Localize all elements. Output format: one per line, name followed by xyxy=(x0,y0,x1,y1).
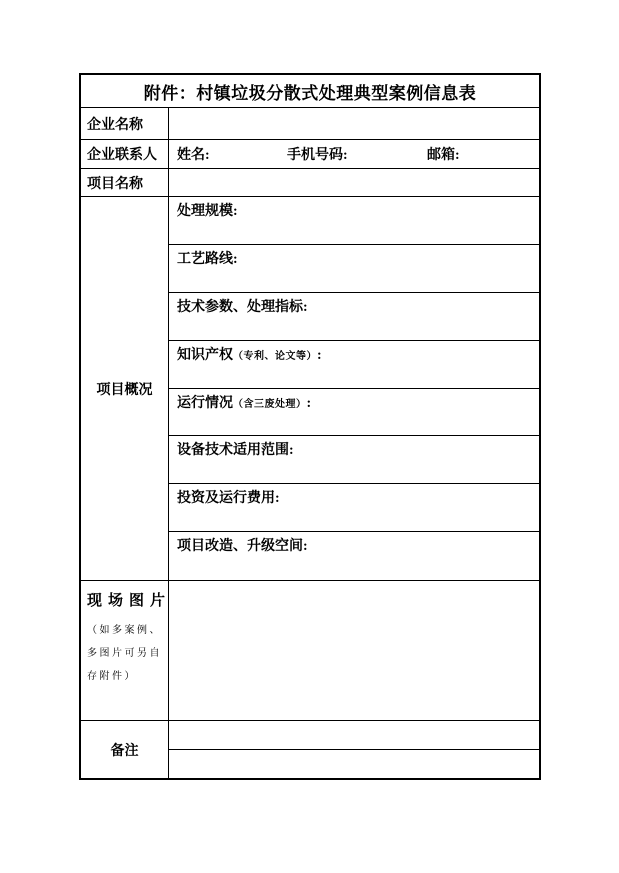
overview-item-label: 技术参数、处理指标: xyxy=(177,299,308,315)
project-name-label: 项目名称 xyxy=(81,169,169,196)
overview-item-suffix: : xyxy=(306,395,312,411)
company-name-field[interactable] xyxy=(169,108,539,139)
contact-name-label: 姓名: xyxy=(177,148,210,163)
overview-item-note: （专利、论文等） xyxy=(233,350,317,362)
overview-item-label: 项目改造、升级空间: xyxy=(177,539,308,555)
site-photos-label: 现场图片 xyxy=(87,593,172,609)
case-info-form-table xyxy=(79,73,541,780)
company-name-row xyxy=(81,108,539,140)
site-photos-label-cell xyxy=(81,581,172,720)
site-photos-row xyxy=(81,581,539,721)
remarks-field-1[interactable] xyxy=(169,721,539,750)
overview-item-suffix: : xyxy=(317,347,322,363)
overview-item-scale[interactable] xyxy=(169,197,539,245)
overview-item-process-route[interactable] xyxy=(169,245,539,293)
company-name-label: 企业名称 xyxy=(81,108,169,139)
overview-item-label: 投资及运行费用: xyxy=(177,491,280,507)
site-photos-field[interactable] xyxy=(169,581,539,720)
overview-item-intellectual-property[interactable] xyxy=(169,341,539,389)
project-overview-items xyxy=(169,197,539,580)
contact-label: 企业联系人 xyxy=(81,140,169,168)
project-name-row xyxy=(81,169,539,197)
form-title: 附件：村镇垃圾分散式处理典型案例信息表 xyxy=(143,83,477,103)
remarks-label: 备注 xyxy=(81,721,169,778)
project-name-field[interactable] xyxy=(169,169,539,196)
overview-item-label: 运行情况 xyxy=(177,395,233,411)
remarks-row xyxy=(81,721,539,778)
remarks-field-2[interactable] xyxy=(169,750,539,778)
overview-item-applicable-scope[interactable] xyxy=(169,436,539,484)
project-overview-row xyxy=(81,197,539,581)
contact-fields-cell[interactable] xyxy=(169,140,539,168)
overview-item-note: （含三废处理） xyxy=(233,398,307,410)
overview-item-label: 知识产权 xyxy=(177,347,233,363)
overview-item-label: 设备技术适用范围: xyxy=(177,443,294,459)
overview-item-operation-status[interactable] xyxy=(169,389,539,437)
overview-item-investment-cost[interactable] xyxy=(169,484,539,532)
contact-phone-label: 手机号码: xyxy=(287,148,348,163)
contact-email-label: 邮箱: xyxy=(427,148,460,163)
contact-row xyxy=(81,140,539,169)
overview-item-tech-parameters[interactable] xyxy=(169,293,539,341)
remarks-cells xyxy=(169,721,539,778)
site-photos-note: （如多案例、多图片可另自存附件） xyxy=(87,625,162,682)
title-row xyxy=(81,75,539,108)
overview-item-label: 工艺路线: xyxy=(177,251,238,267)
overview-item-label: 处理规模: xyxy=(177,204,238,219)
overview-item-upgrade-space[interactable] xyxy=(169,532,539,580)
project-overview-label: 项目概况 xyxy=(81,197,169,580)
